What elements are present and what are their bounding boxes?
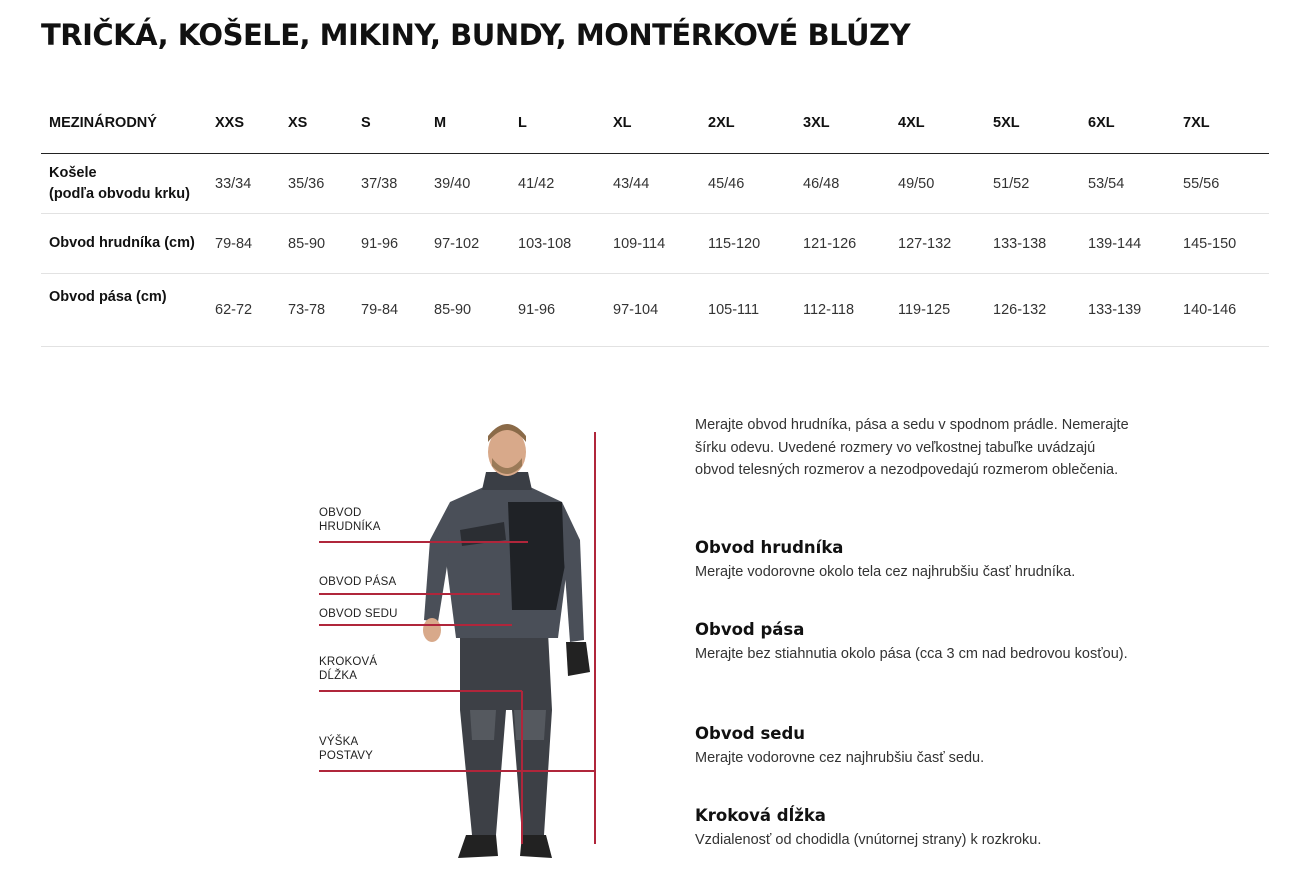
seat-title: Obvod sedu	[695, 724, 806, 743]
column-header: L	[510, 93, 605, 154]
seat-text: Merajte vodorovne cez najhrubšiu časť sedu.	[695, 750, 985, 766]
table-cell: 43/44	[605, 154, 700, 214]
inseam-label: KROKOVÁ DĹŽKA	[319, 656, 378, 682]
column-header: M	[426, 93, 510, 154]
table-cell: 115-120	[700, 214, 795, 274]
table-row	[41, 274, 1269, 347]
waist-label: OBVOD PÁSA	[319, 576, 397, 588]
column-header: XXS	[207, 93, 280, 154]
inseam-info	[695, 806, 1135, 852]
table-cell: 53/54	[1080, 154, 1175, 214]
table-cell: 121-126	[795, 214, 890, 274]
table-cell: 62-72	[207, 274, 280, 347]
intro-text: Merajte obvod hrudníka, pása a sedu v spodnom prádle. Nemerajte šírku odevu. Uvedené rozmery vo veľkostnej tabuľke uvádzajú obvod telesných rozmerov a nezodpovedajú rozmerom oblečenia.	[695, 417, 1129, 478]
seat-info	[695, 724, 1135, 770]
row-label: Obvod pása (cm)	[41, 274, 207, 347]
size-table	[41, 93, 1269, 347]
table-cell: 41/42	[510, 154, 605, 214]
inseam-text: Vzdialenosť od chodidla (vnútornej strany) k rozkroku.	[695, 832, 1042, 848]
table-cell: 133-138	[985, 214, 1080, 274]
right-shoe	[520, 835, 552, 858]
table-cell: 55/56	[1175, 154, 1269, 214]
table-cell: 119-125	[890, 274, 985, 347]
column-header: 2XL	[700, 93, 795, 154]
table-cell: 105-111	[700, 274, 795, 347]
left-arm	[424, 502, 450, 622]
gloves	[566, 642, 590, 676]
table-cell: 39/40	[426, 154, 510, 214]
column-header: MEZINÁRODNÝ	[41, 93, 207, 154]
table-cell: 91-96	[510, 274, 605, 347]
page-title: TRIČKÁ, KOŠELE, MIKINY, BUNDY, MONTÉRKOVÉ BLÚZY	[41, 18, 911, 52]
seat-label: OBVOD SEDU	[319, 608, 398, 620]
table-cell: 79-84	[207, 214, 280, 274]
table-cell: 97-104	[605, 274, 700, 347]
table-cell: 97-102	[426, 214, 510, 274]
table-cell: 37/38	[353, 154, 426, 214]
left-hand	[423, 618, 441, 642]
table-cell: 46/48	[795, 154, 890, 214]
table-row	[41, 154, 1269, 214]
chest-text: Merajte vodorovne okolo tela cez najhrubšiu časť hrudníka.	[695, 564, 1076, 580]
table-row	[41, 214, 1269, 274]
measurement-figure	[300, 410, 600, 870]
column-header: XS	[280, 93, 353, 154]
column-header: XL	[605, 93, 700, 154]
worker-figure-illustration	[300, 410, 600, 870]
table-cell: 126-132	[985, 274, 1080, 347]
table-cell: 140-146	[1175, 274, 1269, 347]
table-cell: 35/36	[280, 154, 353, 214]
table-cell: 91-96	[353, 214, 426, 274]
chest-label: OBVOD HRUDNÍKA	[319, 507, 381, 533]
table-header-row	[41, 93, 1269, 154]
table-cell: 127-132	[890, 214, 985, 274]
chest-info	[695, 538, 1135, 584]
table-cell: 109-114	[605, 214, 700, 274]
column-header: 6XL	[1080, 93, 1175, 154]
table-cell: 133-139	[1080, 274, 1175, 347]
right-arm	[562, 502, 584, 642]
left-shoe	[458, 835, 498, 858]
row-label: Košele (podľa obvodu krku)	[41, 154, 207, 214]
table-cell: 85-90	[426, 274, 510, 347]
table-cell: 103-108	[510, 214, 605, 274]
column-header: S	[353, 93, 426, 154]
column-header: 4XL	[890, 93, 985, 154]
height-label: VÝŠKA POSTAVY	[319, 736, 374, 762]
table-cell: 45/46	[700, 154, 795, 214]
chest-title: Obvod hrudníka	[695, 538, 844, 557]
table-cell: 73-78	[280, 274, 353, 347]
measurement-info	[695, 414, 1135, 848]
table-cell: 33/34	[207, 154, 280, 214]
table-cell: 49/50	[890, 154, 985, 214]
column-header: 3XL	[795, 93, 890, 154]
table-cell: 85-90	[280, 214, 353, 274]
column-header: 5XL	[985, 93, 1080, 154]
table-cell: 145-150	[1175, 214, 1269, 274]
table-cell: 139-144	[1080, 214, 1175, 274]
table-cell: 51/52	[985, 154, 1080, 214]
waist-text: Merajte bez stiahnutia okolo pása (cca 3 cm nad bedrovou kosťou).	[695, 646, 1128, 662]
waist-info	[695, 620, 1135, 666]
column-header: 7XL	[1175, 93, 1269, 154]
waist-title: Obvod pása	[695, 620, 805, 639]
table-cell: 112-118	[795, 274, 890, 347]
table-cell: 79-84	[353, 274, 426, 347]
inseam-title: Kroková dĺžka	[695, 806, 826, 825]
row-label: Obvod hrudníka (cm)	[41, 214, 207, 274]
